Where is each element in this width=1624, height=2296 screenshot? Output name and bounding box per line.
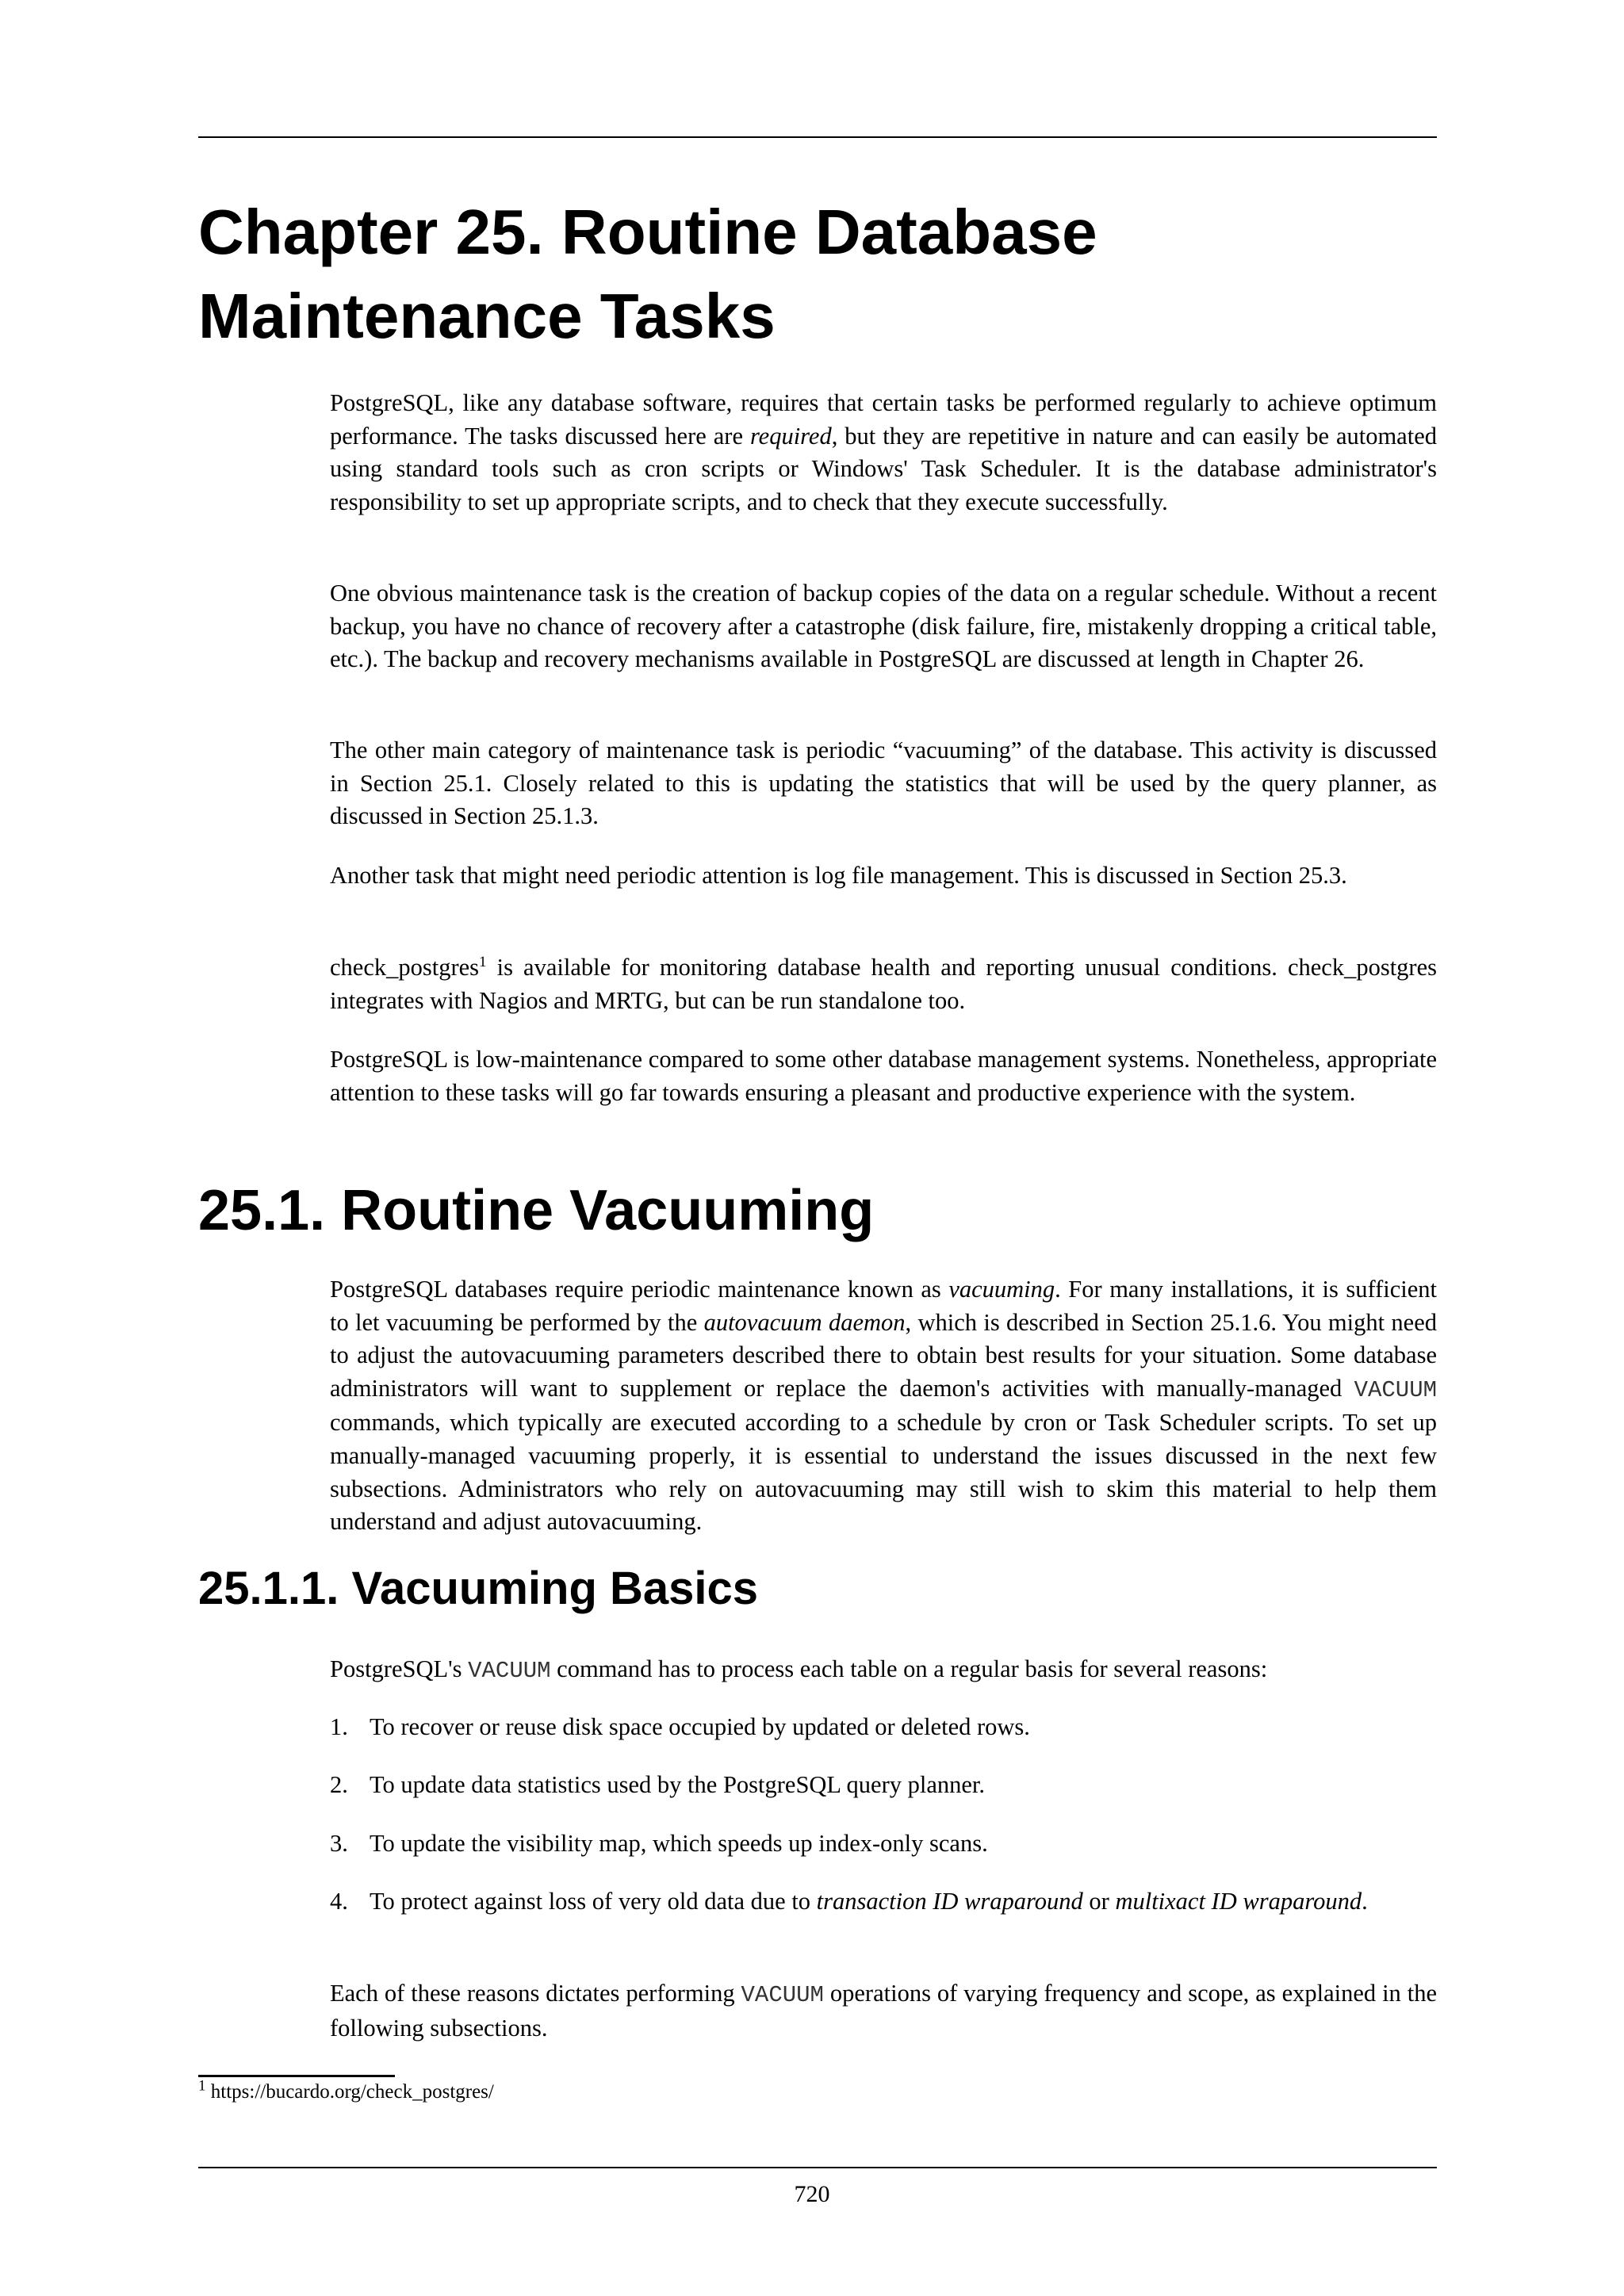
- check-postgres-term: check_postgres: [330, 954, 480, 981]
- footnote-number: 1: [198, 2077, 206, 2095]
- list-item: [330, 1769, 1437, 1802]
- intro-p1-text-a: PostgreSQL, like any database software, requires that certain tasks be performed regularly to achieve optimum performance. The tasks discussed here are: [330, 389, 1437, 450]
- list-item: [330, 1885, 1437, 1919]
- vacuum-code: VACUUM: [741, 1982, 824, 2008]
- list-item: [330, 1827, 1437, 1861]
- list-item-number: 4.: [330, 1888, 348, 1915]
- lead-text-b: command has to process each table on a regular basis for several reasons:: [550, 1655, 1268, 1682]
- intro-p1-text-b: , but they are repetitive in nature and can easily be automated using standard tools such as cron scripts or Windows' Task Scheduler. It is the database administrator's responsibility to set up appropriate scripts, and to check that they execute successfully.: [330, 422, 1437, 515]
- footnote-reference: 1: [479, 953, 487, 970]
- intro-paragraph-6: PostgreSQL is low-maintenance compared to some other database management systems. Nonetheless, appropriate attention to these tasks will go far towards ensuring a pleasant and productive experience with the system.: [330, 1046, 1437, 1106]
- section-25-1-heading: 25.1. Routine Vacuuming: [198, 1179, 875, 1242]
- closing-text-a: Each of these reasons dictates performing: [330, 1980, 741, 2007]
- chapter-title-line-1: Chapter 25. Routine Database: [198, 197, 1097, 267]
- list-item-number: 1.: [330, 1713, 348, 1740]
- page-number: 720: [794, 2181, 830, 2207]
- lead-text-a: PostgreSQL's: [330, 1655, 469, 1682]
- list-item-text: To recover or reuse disk space occupied by updated or deleted rows.: [370, 1713, 1030, 1740]
- list-item-text: To update the visibility map, which speeds up index-only scans.: [370, 1830, 988, 1857]
- s251-text-a: PostgreSQL databases require periodic maintenance known as: [330, 1276, 949, 1303]
- intro-paragraph-4: Another task that might need periodic attention is log file management. This is discussed in Section 25.3.: [330, 862, 1347, 889]
- intro-paragraph-3: The other main category of maintenance task is periodic “vacuuming” of the database. This activity is discussed in Section 25.1. Closely related to this is updating the statistics that will be used by the query planner, as discussed in Section 25.1.3.: [330, 737, 1437, 830]
- s251-text-c: , which is described in Section 25.1.6. You might need to adjust the autovacuuming parameters described there to obtain best results for your situation. Some database administrators will want to supplement or replace the daemon's activities with manually-managed: [330, 1308, 1437, 1402]
- list-item-number: 2.: [330, 1771, 348, 1798]
- footnote-url[interactable]: https://bucardo.org/check_postgres/: [205, 2081, 494, 2103]
- vacuum-code: VACUUM: [1354, 1376, 1437, 1403]
- list-item: [330, 1711, 1437, 1744]
- list-item-text: [370, 1885, 1437, 1919]
- item4-text-a: To protect against loss of very old data due to: [370, 1888, 817, 1915]
- list-item-text: To update data statistics used by the PostgreSQL query planner.: [370, 1771, 986, 1798]
- chapter-title: [198, 190, 1437, 358]
- header-rule: [198, 136, 1437, 138]
- intro-paragraph-1: [330, 387, 1437, 519]
- item4-text-c: .: [1362, 1888, 1368, 1915]
- footnote: [198, 2079, 494, 2106]
- intro-p5-text: is available for monitoring database health and reporting unusual conditions. check_postgres integrates with Nagios and MRTG, but can be run standalone too.: [330, 954, 1437, 1014]
- vacuuming-basics-closing: [330, 1977, 1437, 2045]
- vacuuming-basics-lead: [330, 1653, 1437, 1688]
- section-25-1-paragraph: [330, 1273, 1437, 1539]
- footnote-rule: [198, 2075, 395, 2077]
- intro-p1-emphasis: required: [749, 422, 832, 450]
- s251-text-d: commands, which typically are executed according to a schedule by cron or Task Scheduler scripts. To set up manually-managed vacuuming properly, it is essential to understand the issues discussed in the next few subsections. Administrators who rely on autovacuuming may still wish to skim this material to help them understand and adjust autovacuuming.: [330, 1409, 1437, 1536]
- vacuum-code: VACUUM: [468, 1658, 551, 1684]
- chapter-title-line-2: Maintenance Tasks: [198, 281, 776, 351]
- list-item-number: 3.: [330, 1830, 348, 1857]
- closing-text-b: operations of varying frequency and scope, as explained in the following subsections.: [330, 1980, 1438, 2042]
- s251-emphasis-autovacuum: autovacuum daemon: [703, 1308, 906, 1336]
- s251-emphasis-vacuuming: vacuuming: [948, 1276, 1055, 1303]
- footer-rule: [198, 2167, 1437, 2168]
- item4-text-b: or: [1082, 1888, 1116, 1915]
- s251-text-b: . For many installations, it is sufficient to let vacuuming be performed by the: [330, 1276, 1437, 1336]
- item4-emphasis-2: multixact ID wraparound: [1115, 1888, 1362, 1915]
- section-25-1-1-heading: 25.1.1. Vacuuming Basics: [198, 1563, 759, 1614]
- item4-emphasis-1: transaction ID wraparound: [816, 1888, 1083, 1915]
- intro-paragraph-2: One obvious maintenance task is the creation of backup copies of the data on a regular schedule. Without a recent backup, you have no chance of recovery after a catastrophe (disk failure, fire, mistakenly dropping a critical table, etc.). The backup and recovery mechanisms available in PostgreSQL are discussed at length in Chapter 26.: [330, 580, 1437, 673]
- intro-paragraph-5: [330, 951, 1437, 1017]
